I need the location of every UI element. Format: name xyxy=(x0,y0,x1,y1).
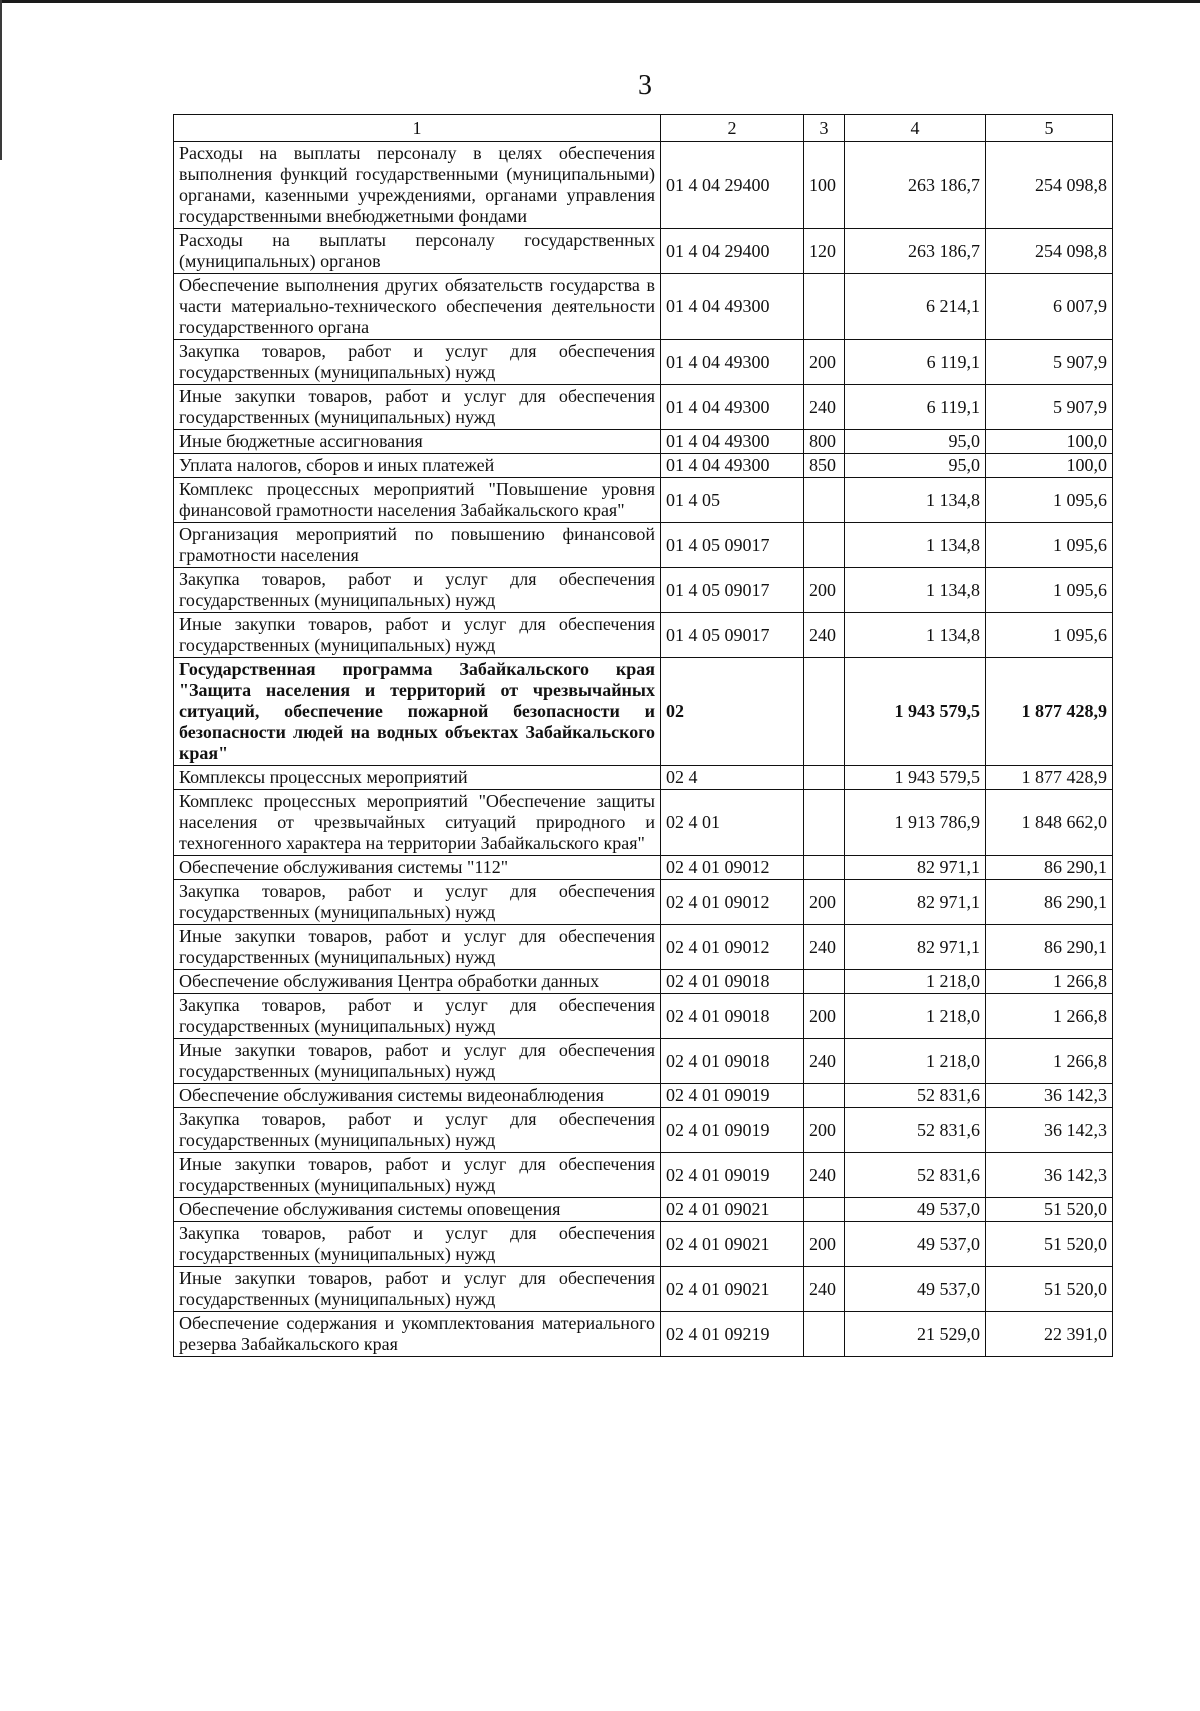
row-code-cell: 02 4 01 09021 xyxy=(661,1198,804,1222)
row-expense-type-cell xyxy=(804,523,845,568)
row-name-cell: Иные закупки товаров, работ и услуг для обеспечения государственных (муниципальных) нужд xyxy=(174,1267,661,1312)
budget-table xyxy=(173,114,1113,1357)
row-value-year1-cell: 1 218,0 xyxy=(845,994,986,1039)
row-name-cell: Комплекс процессных мероприятий "Обеспечение защиты населения от чрезвычайных ситуаций природного и техногенного характера на территории Забайкальского края" xyxy=(174,790,661,856)
row-code-cell: 02 4 01 09012 xyxy=(661,856,804,880)
row-code-cell: 02 4 xyxy=(661,766,804,790)
row-value-year2-cell: 1 877 428,9 xyxy=(986,658,1113,766)
row-value-year1-cell: 82 971,1 xyxy=(845,880,986,925)
row-value-year1-cell: 263 186,7 xyxy=(845,142,986,229)
row-value-year2-cell: 1 095,6 xyxy=(986,478,1113,523)
row-value-year1-cell: 49 537,0 xyxy=(845,1222,986,1267)
row-expense-type-cell xyxy=(804,1312,845,1357)
row-value-year2-cell: 100,0 xyxy=(986,430,1113,454)
row-value-year1-cell: 1 134,8 xyxy=(845,613,986,658)
header-cell-3: 3 xyxy=(804,115,845,142)
row-name-cell: Иные закупки товаров, работ и услуг для обеспечения государственных (муниципальных) нужд xyxy=(174,1153,661,1198)
row-expense-type-cell: 240 xyxy=(804,1153,845,1198)
table-row xyxy=(174,1222,1113,1267)
row-name-cell: Иные закупки товаров, работ и услуг для обеспечения государственных (муниципальных) нужд xyxy=(174,385,661,430)
row-code-cell: 01 4 04 29400 xyxy=(661,229,804,274)
row-expense-type-cell xyxy=(804,274,845,340)
row-value-year2-cell: 86 290,1 xyxy=(986,856,1113,880)
row-expense-type-cell: 200 xyxy=(804,880,845,925)
row-code-cell: 01 4 05 09017 xyxy=(661,613,804,658)
row-code-cell: 01 4 05 xyxy=(661,478,804,523)
row-expense-type-cell: 200 xyxy=(804,568,845,613)
row-value-year1-cell: 1 943 579,5 xyxy=(845,658,986,766)
row-value-year1-cell: 52 831,6 xyxy=(845,1084,986,1108)
page-number: 3 xyxy=(638,70,652,101)
row-value-year1-cell: 49 537,0 xyxy=(845,1198,986,1222)
row-code-cell: 01 4 04 49300 xyxy=(661,430,804,454)
table-row xyxy=(174,1084,1113,1108)
row-value-year2-cell: 86 290,1 xyxy=(986,880,1113,925)
row-name-cell: Иные закупки товаров, работ и услуг для обеспечения государственных (муниципальных) нужд xyxy=(174,925,661,970)
table-row xyxy=(174,1153,1113,1198)
table-row xyxy=(174,613,1113,658)
row-expense-type-cell xyxy=(804,970,845,994)
table-row xyxy=(174,274,1113,340)
row-expense-type-cell: 850 xyxy=(804,454,845,478)
row-expense-type-cell: 800 xyxy=(804,430,845,454)
row-name-cell: Закупка товаров, работ и услуг для обеспечения государственных (муниципальных) нужд xyxy=(174,1108,661,1153)
row-expense-type-cell xyxy=(804,1084,845,1108)
row-name-cell: Закупка товаров, работ и услуг для обеспечения государственных (муниципальных) нужд xyxy=(174,568,661,613)
row-value-year2-cell: 51 520,0 xyxy=(986,1198,1113,1222)
table-row xyxy=(174,1198,1113,1222)
row-name-cell: Иные закупки товаров, работ и услуг для обеспечения государственных (муниципальных) нужд xyxy=(174,1039,661,1084)
row-expense-type-cell: 100 xyxy=(804,142,845,229)
row-value-year1-cell: 1 134,8 xyxy=(845,568,986,613)
table-row xyxy=(174,790,1113,856)
row-value-year2-cell: 36 142,3 xyxy=(986,1084,1113,1108)
row-expense-type-cell: 120 xyxy=(804,229,845,274)
row-code-cell: 01 4 04 49300 xyxy=(661,274,804,340)
table-row xyxy=(174,1039,1113,1084)
table-row xyxy=(174,856,1113,880)
row-code-cell: 01 4 04 49300 xyxy=(661,385,804,430)
header-cell-1: 1 xyxy=(174,115,661,142)
row-code-cell: 02 4 01 09018 xyxy=(661,1039,804,1084)
row-expense-type-cell: 240 xyxy=(804,1039,845,1084)
row-name-cell: Комплекс процессных мероприятий "Повышение уровня финансовой грамотности населения Забайкальского края" xyxy=(174,478,661,523)
row-code-cell: 02 4 01 09012 xyxy=(661,880,804,925)
row-name-cell: Обеспечение обслуживания Центра обработки данных xyxy=(174,970,661,994)
row-expense-type-cell xyxy=(804,478,845,523)
row-expense-type-cell xyxy=(804,1198,845,1222)
row-code-cell: 02 xyxy=(661,658,804,766)
table-row xyxy=(174,1312,1113,1357)
row-value-year1-cell: 21 529,0 xyxy=(845,1312,986,1357)
row-expense-type-cell: 200 xyxy=(804,1108,845,1153)
table-header-row xyxy=(174,115,1113,142)
top-border-line xyxy=(0,0,1200,3)
row-code-cell: 02 4 01 09021 xyxy=(661,1222,804,1267)
row-expense-type-cell: 240 xyxy=(804,1267,845,1312)
table-row xyxy=(174,568,1113,613)
row-code-cell: 02 4 01 09019 xyxy=(661,1108,804,1153)
row-name-cell: Комплексы процессных мероприятий xyxy=(174,766,661,790)
row-value-year1-cell: 95,0 xyxy=(845,454,986,478)
row-value-year2-cell: 5 907,9 xyxy=(986,385,1113,430)
row-value-year2-cell: 254 098,8 xyxy=(986,229,1113,274)
row-value-year2-cell: 36 142,3 xyxy=(986,1108,1113,1153)
table-row xyxy=(174,385,1113,430)
table-row xyxy=(174,523,1113,568)
row-code-cell: 02 4 01 xyxy=(661,790,804,856)
row-value-year2-cell: 36 142,3 xyxy=(986,1153,1113,1198)
row-expense-type-cell: 240 xyxy=(804,613,845,658)
row-name-cell: Закупка товаров, работ и услуг для обеспечения государственных (муниципальных) нужд xyxy=(174,340,661,385)
row-name-cell: Обеспечение выполнения других обязательств государства в части материально-технического обеспечения деятельности государственного органа xyxy=(174,274,661,340)
table-row xyxy=(174,1267,1113,1312)
row-name-cell: Организация мероприятий по повышению финансовой грамотности населения xyxy=(174,523,661,568)
row-name-cell: Обеспечение содержания и укомплектования материального резерва Забайкальского края xyxy=(174,1312,661,1357)
row-value-year1-cell: 1 218,0 xyxy=(845,1039,986,1084)
row-value-year2-cell: 1 877 428,9 xyxy=(986,766,1113,790)
table-row xyxy=(174,658,1113,766)
row-code-cell: 02 4 01 09012 xyxy=(661,925,804,970)
row-value-year2-cell: 51 520,0 xyxy=(986,1222,1113,1267)
row-code-cell: 01 4 04 49300 xyxy=(661,454,804,478)
table-row xyxy=(174,478,1113,523)
table-row xyxy=(174,880,1113,925)
row-code-cell: 01 4 04 29400 xyxy=(661,142,804,229)
row-name-cell: Государственная программа Забайкальского края "Защита населения и территорий от чрезвычайных ситуаций, обеспечение пожарной безопасности и безопасности людей на водных объектах Забайкальского края" xyxy=(174,658,661,766)
header-cell-2: 2 xyxy=(661,115,804,142)
table-row xyxy=(174,766,1113,790)
table-row xyxy=(174,925,1113,970)
row-value-year1-cell: 49 537,0 xyxy=(845,1267,986,1312)
row-code-cell: 02 4 01 09019 xyxy=(661,1084,804,1108)
row-value-year2-cell: 1 266,8 xyxy=(986,994,1113,1039)
row-code-cell: 01 4 05 09017 xyxy=(661,523,804,568)
row-code-cell: 02 4 01 09018 xyxy=(661,970,804,994)
row-value-year2-cell: 51 520,0 xyxy=(986,1267,1113,1312)
row-code-cell: 02 4 01 09219 xyxy=(661,1312,804,1357)
row-expense-type-cell: 200 xyxy=(804,340,845,385)
row-code-cell: 01 4 05 09017 xyxy=(661,568,804,613)
row-name-cell: Расходы на выплаты персоналу государственных (муниципальных) органов xyxy=(174,229,661,274)
row-value-year2-cell: 1 266,8 xyxy=(986,1039,1113,1084)
row-value-year2-cell: 100,0 xyxy=(986,454,1113,478)
row-value-year2-cell: 1 095,6 xyxy=(986,523,1113,568)
row-expense-type-cell: 240 xyxy=(804,925,845,970)
row-name-cell: Обеспечение обслуживания системы видеонаблюдения xyxy=(174,1084,661,1108)
table-row xyxy=(174,970,1113,994)
row-name-cell: Закупка товаров, работ и услуг для обеспечения государственных (муниципальных) нужд xyxy=(174,994,661,1039)
table-row xyxy=(174,430,1113,454)
row-value-year2-cell: 5 907,9 xyxy=(986,340,1113,385)
row-code-cell: 02 4 01 09019 xyxy=(661,1153,804,1198)
row-name-cell: Уплата налогов, сборов и иных платежей xyxy=(174,454,661,478)
row-value-year1-cell: 1 913 786,9 xyxy=(845,790,986,856)
row-value-year1-cell: 1 218,0 xyxy=(845,970,986,994)
row-name-cell: Иные бюджетные ассигнования xyxy=(174,430,661,454)
row-value-year2-cell: 6 007,9 xyxy=(986,274,1113,340)
row-value-year1-cell: 1 134,8 xyxy=(845,523,986,568)
row-value-year1-cell: 1 134,8 xyxy=(845,478,986,523)
row-value-year2-cell: 254 098,8 xyxy=(986,142,1113,229)
row-expense-type-cell xyxy=(804,790,845,856)
row-value-year1-cell: 263 186,7 xyxy=(845,229,986,274)
table-row xyxy=(174,340,1113,385)
row-expense-type-cell: 200 xyxy=(804,1222,845,1267)
row-value-year1-cell: 6 214,1 xyxy=(845,274,986,340)
table-row xyxy=(174,994,1113,1039)
row-name-cell: Обеспечение обслуживания системы оповещения xyxy=(174,1198,661,1222)
row-value-year2-cell: 22 391,0 xyxy=(986,1312,1113,1357)
row-expense-type-cell xyxy=(804,658,845,766)
table-row xyxy=(174,1108,1113,1153)
table-row xyxy=(174,229,1113,274)
row-value-year2-cell: 1 095,6 xyxy=(986,568,1113,613)
row-expense-type-cell: 200 xyxy=(804,994,845,1039)
row-value-year1-cell: 52 831,6 xyxy=(845,1153,986,1198)
row-value-year2-cell: 1 095,6 xyxy=(986,613,1113,658)
row-code-cell: 02 4 01 09018 xyxy=(661,994,804,1039)
row-code-cell: 01 4 04 49300 xyxy=(661,340,804,385)
row-value-year2-cell: 1 266,8 xyxy=(986,970,1113,994)
row-value-year1-cell: 95,0 xyxy=(845,430,986,454)
row-value-year1-cell: 1 943 579,5 xyxy=(845,766,986,790)
row-expense-type-cell xyxy=(804,856,845,880)
row-expense-type-cell xyxy=(804,766,845,790)
row-value-year2-cell: 1 848 662,0 xyxy=(986,790,1113,856)
row-name-cell: Обеспечение обслуживания системы "112" xyxy=(174,856,661,880)
row-value-year1-cell: 6 119,1 xyxy=(845,340,986,385)
budget-table-body xyxy=(174,115,1113,1357)
row-value-year2-cell: 86 290,1 xyxy=(986,925,1113,970)
row-name-cell: Закупка товаров, работ и услуг для обеспечения государственных (муниципальных) нужд xyxy=(174,880,661,925)
row-expense-type-cell: 240 xyxy=(804,385,845,430)
row-value-year1-cell: 6 119,1 xyxy=(845,385,986,430)
table-row xyxy=(174,454,1113,478)
row-value-year1-cell: 82 971,1 xyxy=(845,925,986,970)
header-cell-4: 4 xyxy=(845,115,986,142)
row-name-cell: Закупка товаров, работ и услуг для обеспечения государственных (муниципальных) нужд xyxy=(174,1222,661,1267)
row-name-cell: Расходы на выплаты персоналу в целях обеспечения выполнения функций государственными (муниципальными) органами, казенными учреждениями, органами управления государственными внебюджетными фондами xyxy=(174,142,661,229)
row-name-cell: Иные закупки товаров, работ и услуг для обеспечения государственных (муниципальных) нужд xyxy=(174,613,661,658)
row-value-year1-cell: 52 831,6 xyxy=(845,1108,986,1153)
row-value-year1-cell: 82 971,1 xyxy=(845,856,986,880)
row-code-cell: 02 4 01 09021 xyxy=(661,1267,804,1312)
header-cell-5: 5 xyxy=(986,115,1113,142)
table-row xyxy=(174,142,1113,229)
